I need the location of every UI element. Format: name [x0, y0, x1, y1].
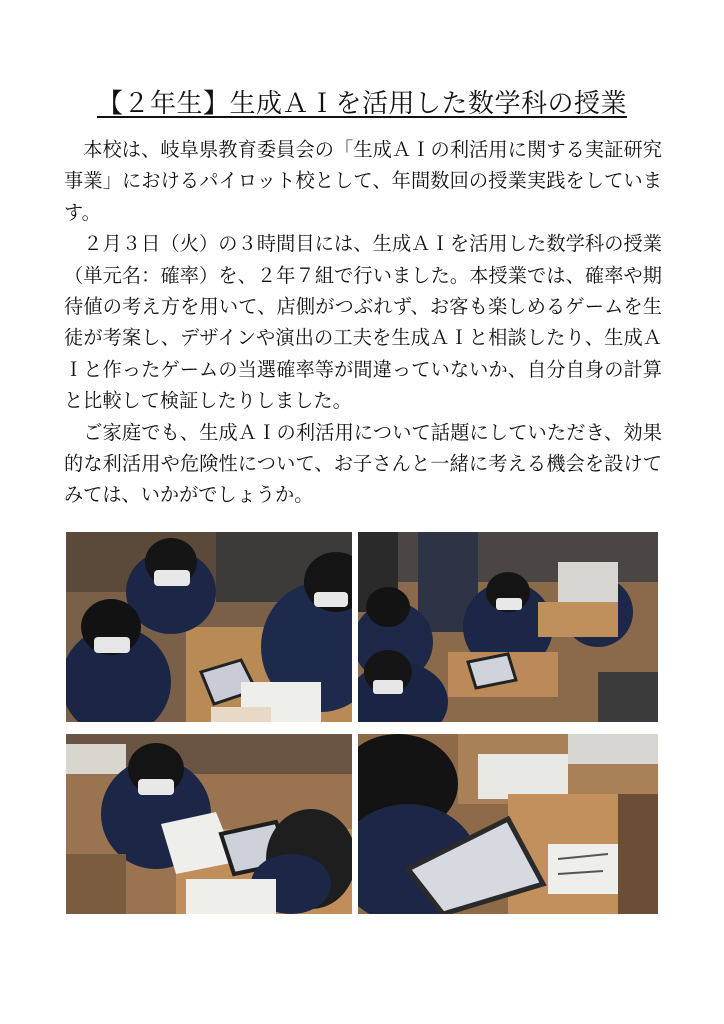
photo-student-reading-tablet [66, 734, 352, 914]
paragraph-intro: 本校は、岐阜県教育委員会の「生成ＡＩの利活用に関する実証研究事業」におけるパイロット校として、年間数回の授業実践をしています。 [64, 138, 662, 224]
article-body [64, 134, 662, 511]
photo-3-illustration [66, 734, 352, 914]
paragraph-home: ご家庭でも、生成ＡＩの利活用について話題にしていただき、効果的な利活用や危険性について、お子さんと一緒に考える機会を設けてみては、いかがでしょうか。 [64, 420, 662, 507]
photo-2-illustration [358, 532, 658, 722]
photo-students-tablets-1 [66, 532, 352, 722]
photo-classroom-overview [358, 532, 658, 722]
page-title-text: 【２年生】生成ＡＩを活用した数学科の授業 [96, 89, 627, 119]
page-title [0, 88, 724, 120]
photo-tablet-closeup [358, 734, 658, 914]
photo-4-illustration [358, 734, 658, 914]
paragraph-lesson: ２月３日（火）の３時間目には、生成ＡＩを活用した数学科の授業（単元名：確率）を、２年７組で行いました。本授業では、確率や期待値の考え方を用いて、店側がつぶれず、お客も楽しめるゲームを生徒が考案し、デザインや演出の工夫を生成ＡＩと相談したり、生成ＡＩと作ったゲームの当選確率等が間違っていないか、自分自身の計算と比較して検証したりしました。 [64, 232, 662, 413]
photo-1-illustration [66, 532, 352, 722]
